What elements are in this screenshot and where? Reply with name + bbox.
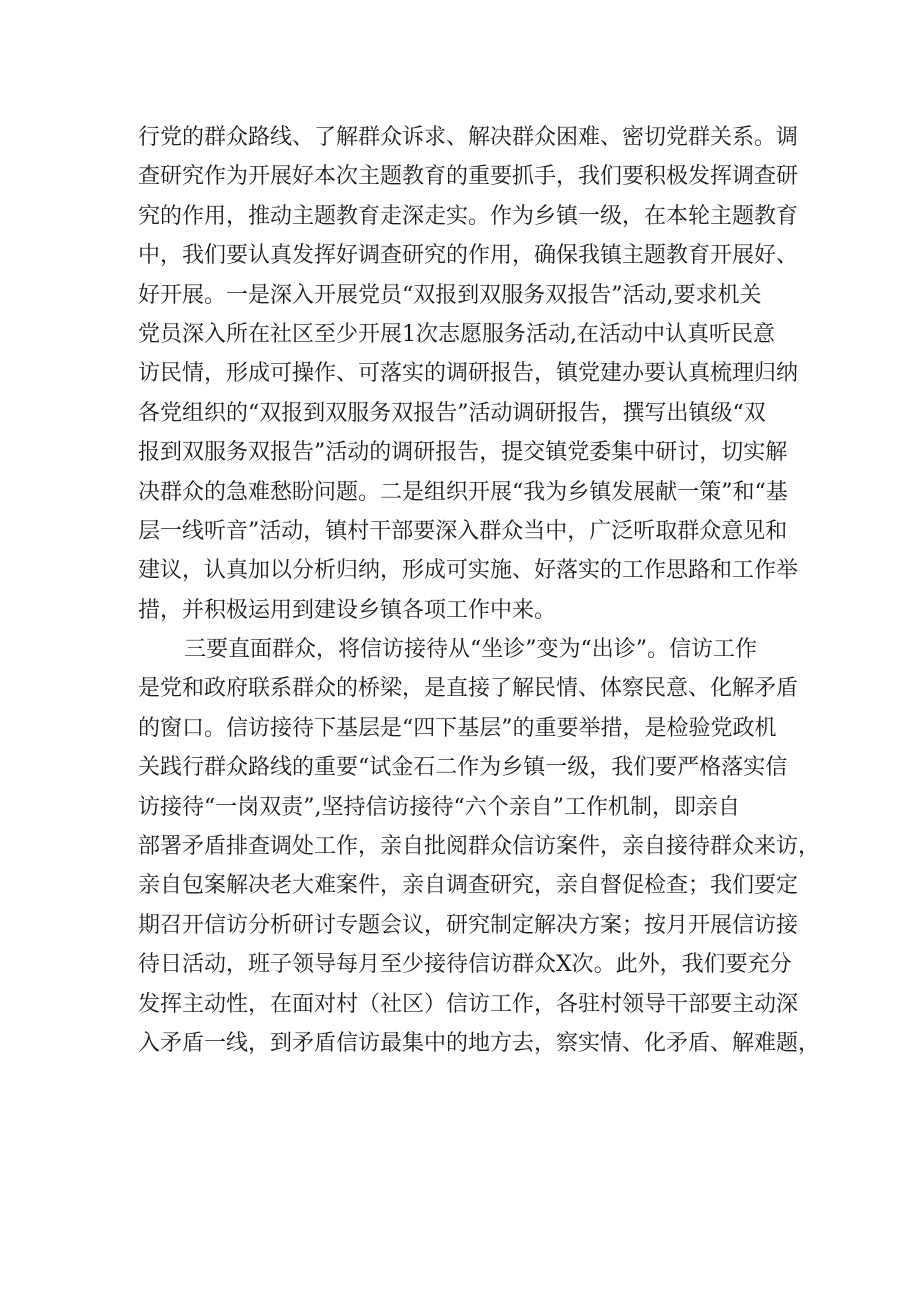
text-line: 措，并积极运用到建设乡镇各项工作中来。 <box>138 597 557 623</box>
text-line: 访民情，形成可操作、可落实的调研报告，镇党建办要认真梳理归纳 <box>138 361 799 387</box>
text-line: 的窗口。信访接待下基层是“四下基层”的重要举措，是检验党政机 <box>138 715 777 741</box>
text-line: 中，我们要认真发挥好调查研究的作用，确保我镇主题教育开展好、 <box>138 243 799 269</box>
text-line: 待日活动，班子领导每月至少接待信访群众X次。此外，我们要充分 <box>138 952 792 978</box>
text-line: 亲自包案解决老大难案件，亲自调查研究，亲自督促检查；我们要定 <box>138 873 799 899</box>
paragraph-2 <box>138 630 821 1063</box>
text-line: 入矛盾一线，到矛盾信访最集中的地方去，察实情、化矛盾、解难题， <box>138 1030 821 1056</box>
text-line: 访接待“一岗双责”,坚持信访接待“六个亲自”工作机制，即亲自 <box>138 794 740 820</box>
text-line: 建议，认真加以分析归纳，形成可实施、好落实的工作思路和工作举 <box>138 558 799 584</box>
text-line: 发挥主动性，在面对村（社区）信访工作，各驻村领导干部要主动深 <box>138 991 799 1017</box>
text-line: 部署矛盾排查调处工作，亲自批阅群众信访案件，亲自接待群众来访， <box>138 834 821 860</box>
text-line: 报到双服务双报告”活动的调研报告，提交镇党委集中研讨，切实解 <box>138 440 788 466</box>
text-line: 究的作用，推动主题教育走深走实。作为乡镇一级，在本轮主题教育 <box>138 203 799 229</box>
text-line: 关践行群众路线的重要“试金石二作为乡镇一级，我们要严格落实信 <box>138 755 788 781</box>
text-line: 期召开信访分析研讨专题会议，研究制定解决方案；按月开展信访接 <box>138 912 799 938</box>
text-line: 决群众的急难愁盼问题。二是组织开展“我为乡镇发展献一策”和“基 <box>138 479 788 505</box>
text-line: 是党和政府联系群众的桥梁，是直接了解民情、体察民意、化解矛盾 <box>138 676 799 702</box>
body-text <box>138 118 821 1063</box>
text-line: 各党组织的“双报到双服务双报告”活动调研报告，撰写出镇级“双 <box>138 400 766 426</box>
text-line: 好开展。一是深入开展党员“双报到双服务双报告”活动,要求机关 <box>138 282 762 308</box>
text-line: 层一线听音”活动，镇村干部要深入群众当中，广泛听取群众意见和 <box>138 518 788 544</box>
text-line: 党员深入所在社区至少开展1次志愿服务活动,在活动中认真听民意 <box>138 321 775 347</box>
text-line: 行党的群众路线、了解群众诉求、解决群众困难、密切党群关系。调 <box>138 125 799 150</box>
paragraph-1 <box>138 118 798 630</box>
text-line: 查研究作为开展好本次主题教育的重要抓手，我们要积极发挥调查研 <box>138 164 799 190</box>
text-line-first: 三要直面群众，将信访接待从“坐诊”变为“出诊”。信访工作 <box>184 637 757 663</box>
